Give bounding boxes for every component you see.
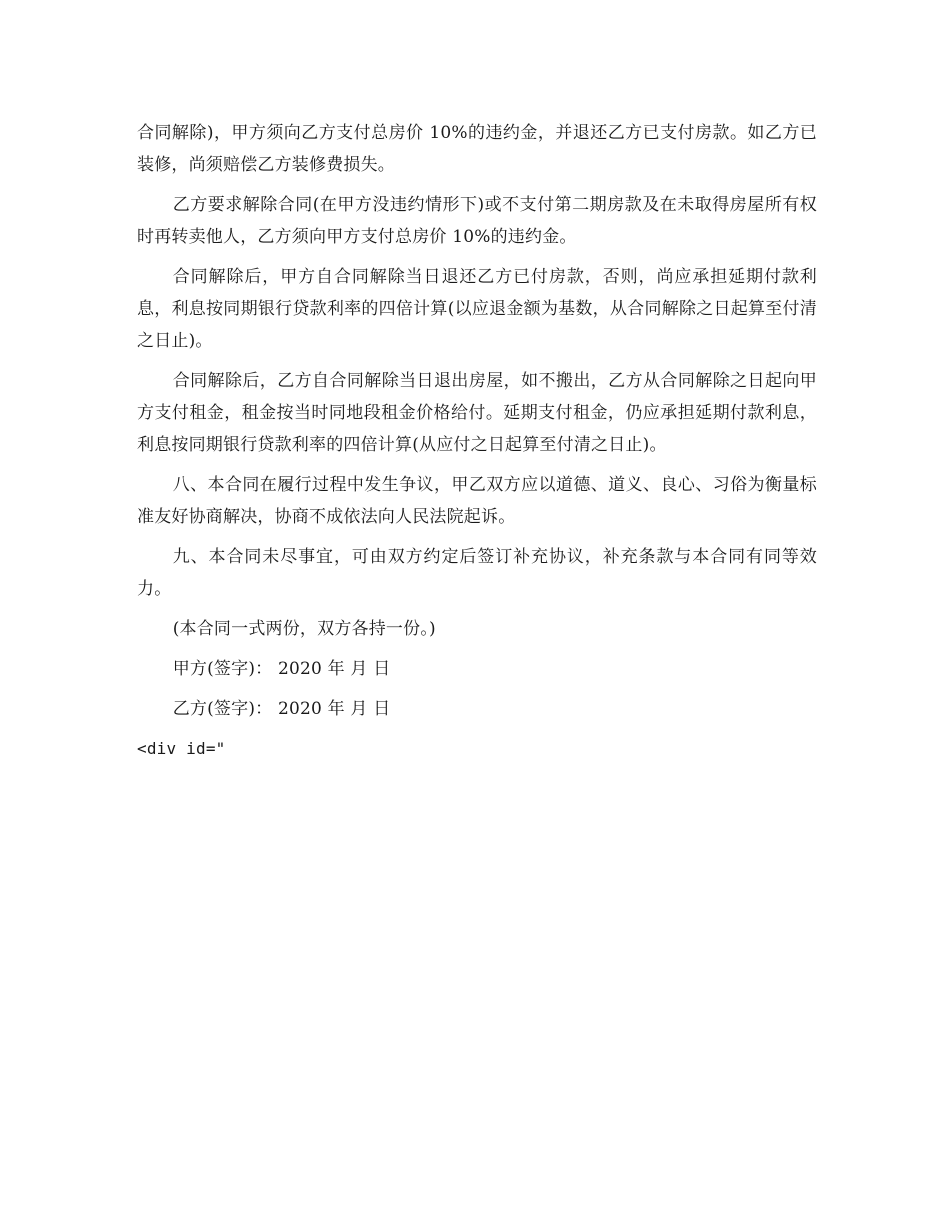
document-body bbox=[137, 117, 817, 765]
signature-party-a: 甲方(签字)： 2020 年 月 日 bbox=[172, 659, 391, 679]
paragraph-clause-eight: 八、本合同在履行过程中发生争议，甲乙双方应以道德、道义、良心、习俗为衡量标准友好协商解决，协商不成依法向人民法院起诉。 bbox=[137, 475, 817, 527]
trailing-code-fragment: <div id=" bbox=[137, 739, 226, 758]
paragraph-buyer-termination: 乙方要求解除合同(在甲方没违约情形下)或不支付第二期房款及在未取得房屋所有权时再转卖他人，乙方须向甲方支付总房价 10%的违约金。 bbox=[137, 195, 817, 247]
paragraph-seller-refund: 合同解除后，甲方自合同解除当日退还乙方已付房款，否则，尚应承担延期付款利息，利息按同期银行贷款利率的四倍计算(以应退金额为基数，从合同解除之日起算至付清之日止)。 bbox=[137, 267, 817, 351]
paragraph-clause-nine: 九、本合同未尽事宜，可由双方约定后签订补充协议，补充条款与本合同有同等效力。 bbox=[137, 547, 817, 599]
paragraph-termination-penalty-continued: 合同解除)，甲方须向乙方支付总房价 10%的违约金，并退还乙方已支付房款。如乙方已装修，尚须赔偿乙方装修费损失。 bbox=[137, 123, 817, 175]
paragraph-buyer-vacate: 合同解除后，乙方自合同解除当日退出房屋，如不搬出，乙方从合同解除之日起向甲方支付租金，租金按当时同地段租金价格给付。延期支付租金，仍应承担延期付款利息，利息按同期银行贷款利率的四倍计算(从应付之日起算至付清之日止)。 bbox=[137, 371, 817, 455]
paragraph-copies-note: (本合同一式两份，双方各持一份。) bbox=[172, 619, 436, 639]
signature-party-b: 乙方(签字)： 2020 年 月 日 bbox=[172, 699, 391, 719]
